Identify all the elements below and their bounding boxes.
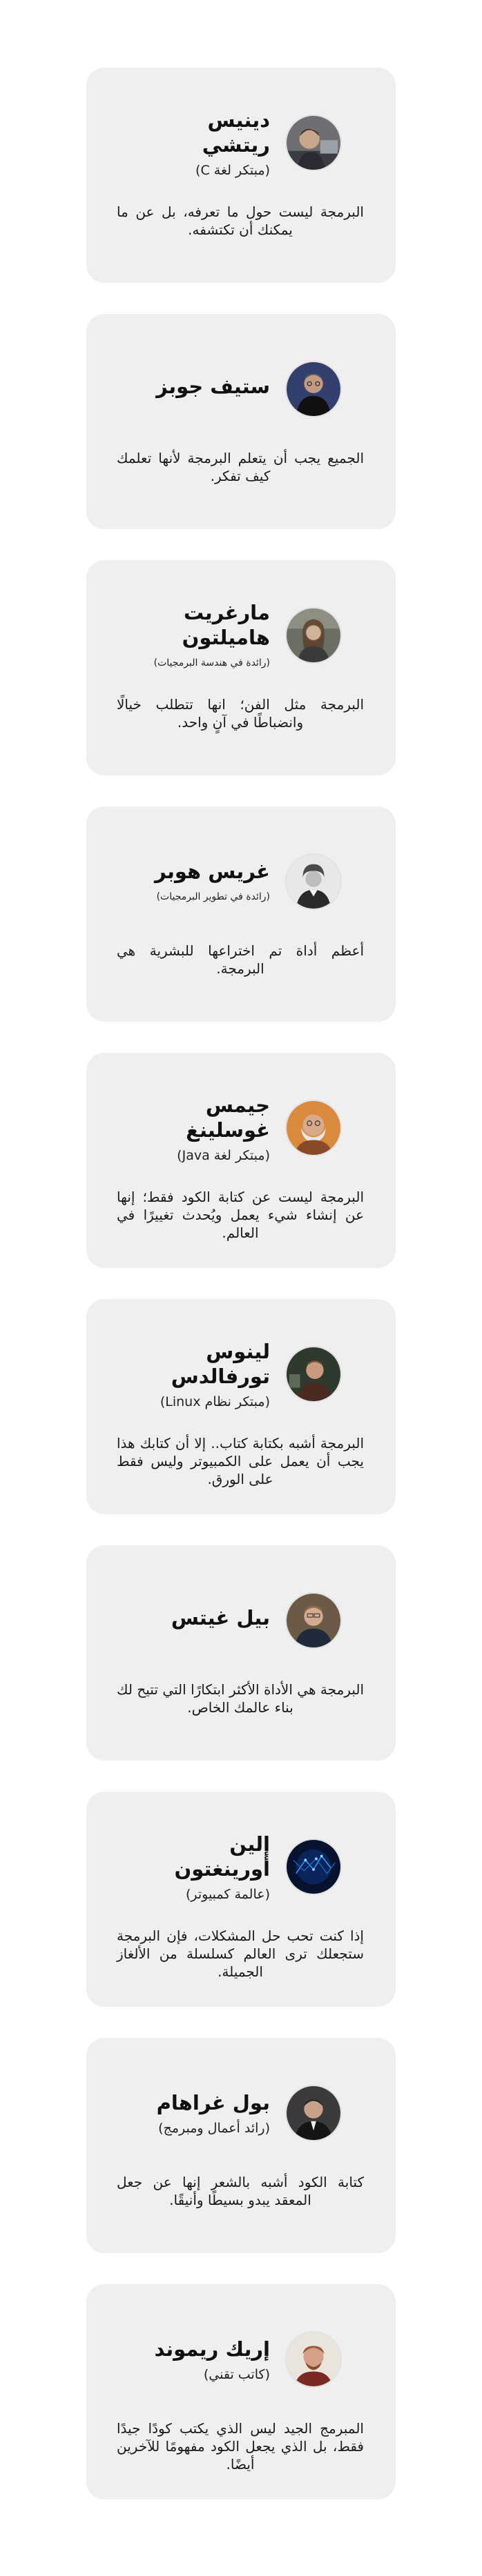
- person-name: جيمس غوسلينغ: [186, 1093, 270, 1142]
- portrait-icon: [285, 1839, 342, 1895]
- person-name: مارغريت هاميلتون: [182, 601, 270, 649]
- person-info: [153, 600, 270, 671]
- portrait-icon: [285, 361, 342, 417]
- quote-card-gosling: [86, 1053, 396, 1268]
- person-name: إلين أورينغتون: [174, 1832, 270, 1881]
- person-info: [153, 1832, 270, 1902]
- person-role: (عالمة كمبيوتر): [185, 1887, 270, 1902]
- person-info: [153, 1339, 270, 1409]
- person-name: ستيف جوبز: [156, 375, 270, 398]
- quote-card-gates: [86, 1545, 396, 1761]
- person-role: (مبتكر نظام Linux): [160, 1394, 270, 1409]
- person-name: لينوس تورفالدس: [171, 1340, 270, 1388]
- portrait-icon: [285, 1346, 342, 1403]
- person-info: [157, 2090, 270, 2136]
- card-header: [117, 351, 342, 427]
- quote-text: إذا كنت تحب حل المشكلات، فإن البرمجة ستجعلك ترى العالم كسلسلة من الألغاز الجميلة.: [117, 1928, 364, 1980]
- card-header: [117, 105, 342, 181]
- person-name: غريس هوبر: [154, 860, 270, 883]
- quote-card-torvalds: [86, 1299, 396, 1514]
- card-header: [117, 2075, 342, 2151]
- card-header: [117, 2321, 342, 2397]
- quote-text: البرمجة ليست حول ما تعرفه، بل عن ما يمكنك أن تكتشفه.: [117, 204, 364, 238]
- portrait-icon: [285, 1100, 342, 1156]
- person-name: بيل غيتس: [171, 1606, 270, 1629]
- person-info: [155, 2337, 270, 2382]
- person-name: بول غراهام: [156, 2091, 270, 2114]
- portrait-icon: [285, 2331, 342, 2388]
- card-header: [117, 1090, 342, 1166]
- quote-card-hopper: [86, 806, 396, 1022]
- quote-text: البرمجة أشبه بكتابة كتاب.. إلا أن كتابك هذا يجب أن يعمل على الكمبيوتر وليس فقط على الورق.: [117, 1435, 364, 1487]
- quote-card-jobs: [86, 314, 396, 529]
- portrait-icon: [285, 1592, 342, 1649]
- person-role: (كاتب تقني): [203, 2367, 270, 2382]
- quote-text: الجميع يجب أن يتعلم البرمجة لأنها تعلمك كيف تفكر.: [117, 450, 364, 484]
- card-header: [117, 1829, 342, 1905]
- person-info: [171, 1605, 270, 1636]
- quote-text: البرمجة مثل الفن؛ انها تتطلب خيالًا وانضباطًا في آنٍ واحد.: [117, 696, 364, 731]
- person-role: (رائدة في هندسة البرمجيات): [153, 657, 270, 668]
- card-header: [117, 844, 342, 920]
- card-header: [117, 1583, 342, 1658]
- card-header: [117, 597, 342, 673]
- portrait-icon: [285, 115, 342, 171]
- person-role: (مبتكر لغة Java): [177, 1148, 270, 1163]
- person-name: إريك ريموند: [154, 2337, 270, 2361]
- person-name: دينيس ريتشي: [202, 108, 270, 157]
- quote-text: البرمجة هي الأداة الأكثر ابتكارًا التي تتيح لك بناء عالمك الخاص.: [117, 1681, 364, 1716]
- quote-text: البرمجة ليست عن كتابة الكود فقط؛ إنها عن إنشاء شيء يعمل ويُحدث تغييرًا في العالم.: [117, 1189, 364, 1241]
- quote-text: أعظم أداة تم اختراعها للبشرية هي البرمجة.: [117, 942, 364, 977]
- quote-card-orrington: [86, 1792, 396, 2007]
- person-role: (مبتكر لغة C): [195, 163, 270, 178]
- portrait-icon: [285, 607, 342, 664]
- quote-card-raymond: [86, 2284, 396, 2499]
- portrait-icon: [285, 2085, 342, 2141]
- person-info: [153, 108, 270, 178]
- person-info: [153, 1093, 270, 1163]
- person-info: [156, 374, 270, 404]
- quote-card-hamilton: [86, 560, 396, 775]
- quote-text: المبرمج الجيد ليس الذي يكتب كودًا جيدًا فقط، بل الذي يجعل الكود مفهومًا للآخرين أيضًا.: [117, 2420, 364, 2473]
- quote-card-ritchie: [86, 68, 396, 283]
- person-info: [155, 859, 270, 904]
- quote-card-graham: [86, 2038, 396, 2253]
- quote-text: كتابة الكود أشبه بالشعر إنها عن جعل المعقد يبدو بسيطًا وأنيقًا.: [117, 2174, 364, 2208]
- person-role: (رائدة في تطوير البرمجيات): [156, 891, 270, 902]
- portrait-icon: [285, 853, 342, 910]
- person-role: (رائد أعمال ومبرمج): [158, 2121, 270, 2136]
- card-header: [117, 1336, 342, 1412]
